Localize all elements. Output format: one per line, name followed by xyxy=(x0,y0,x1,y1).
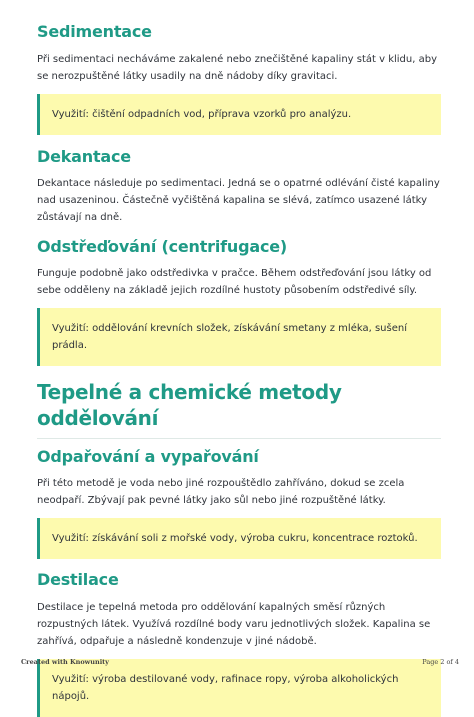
paragraph-odparovani: Při této metodě je voda nebo jiné rozpouštědlo zahříváno, dokud se zcela neodpaří. Zbývají pak pevné látky jako sůl nebo jiné rozpuštěné látky. xyxy=(37,478,405,506)
heading-dekantace: Dekantace xyxy=(37,147,131,166)
use-box-odparovani: Využití: získávání soli z mořské vody, výroba cukru, koncentrace roztoků. xyxy=(37,518,441,559)
heading-odstredovani: Odstřeďování (centrifugace) xyxy=(37,237,287,256)
heading-sedimentace: Sedimentace xyxy=(37,22,152,41)
use-box-sedimentace: Využití: čištění odpadních vod, příprava vzorků pro analýzu. xyxy=(37,94,441,135)
page-footer xyxy=(21,658,459,666)
heading-destilace: Destilace xyxy=(37,570,119,589)
page-number: Page 2 of 4 xyxy=(422,658,459,666)
footer-credit: Created with Knowunity xyxy=(21,658,109,666)
paragraph-odstredovani: Funguje podobně jako odstředivka v pračce. Během odstřeďování jsou látky od sebe odděleny na základě jejich rozdílné hustoty působením odstředivé síly. xyxy=(37,268,432,296)
paragraph-dekantace: Dekantace následuje po sedimentaci. Jedná se o opatrné odlévání čisté kapaliny nad usazeninou. Částečně vyčištěná kapalina se slévá, zatímco usazené látky zůstávají na dně. xyxy=(37,178,440,223)
use-box-destilace: Využití: výroba destilované vody, rafinace ropy, výroba alkoholických nápojů. xyxy=(37,659,441,717)
heading-divider xyxy=(37,438,441,439)
paragraph-sedimentace: Při sedimentaci necháváme zakalené nebo znečištěné kapaliny stát v klidu, aby se nerozpuštěné látky usadily na dně nádoby díky gravitaci. xyxy=(37,54,437,82)
heading-odparovani: Odpařování a vypařování xyxy=(37,447,259,466)
main-heading-tepelne-metody: Tepelné a chemické metody oddělování xyxy=(37,380,342,430)
use-box-odstredovani: Využití: oddělování krevních složek, získávání smetany z mléka, sušení prádla. xyxy=(37,308,441,366)
paragraph-destilace: Destilace je tepelná metoda pro oddělování kapalných směsí různých rozpustných látek. Využívá rozdílné body varu jednotlivých složek. Kapalina se zahřívá, odpařuje a následně kondenzuje v jiné nádobě. xyxy=(37,602,431,647)
